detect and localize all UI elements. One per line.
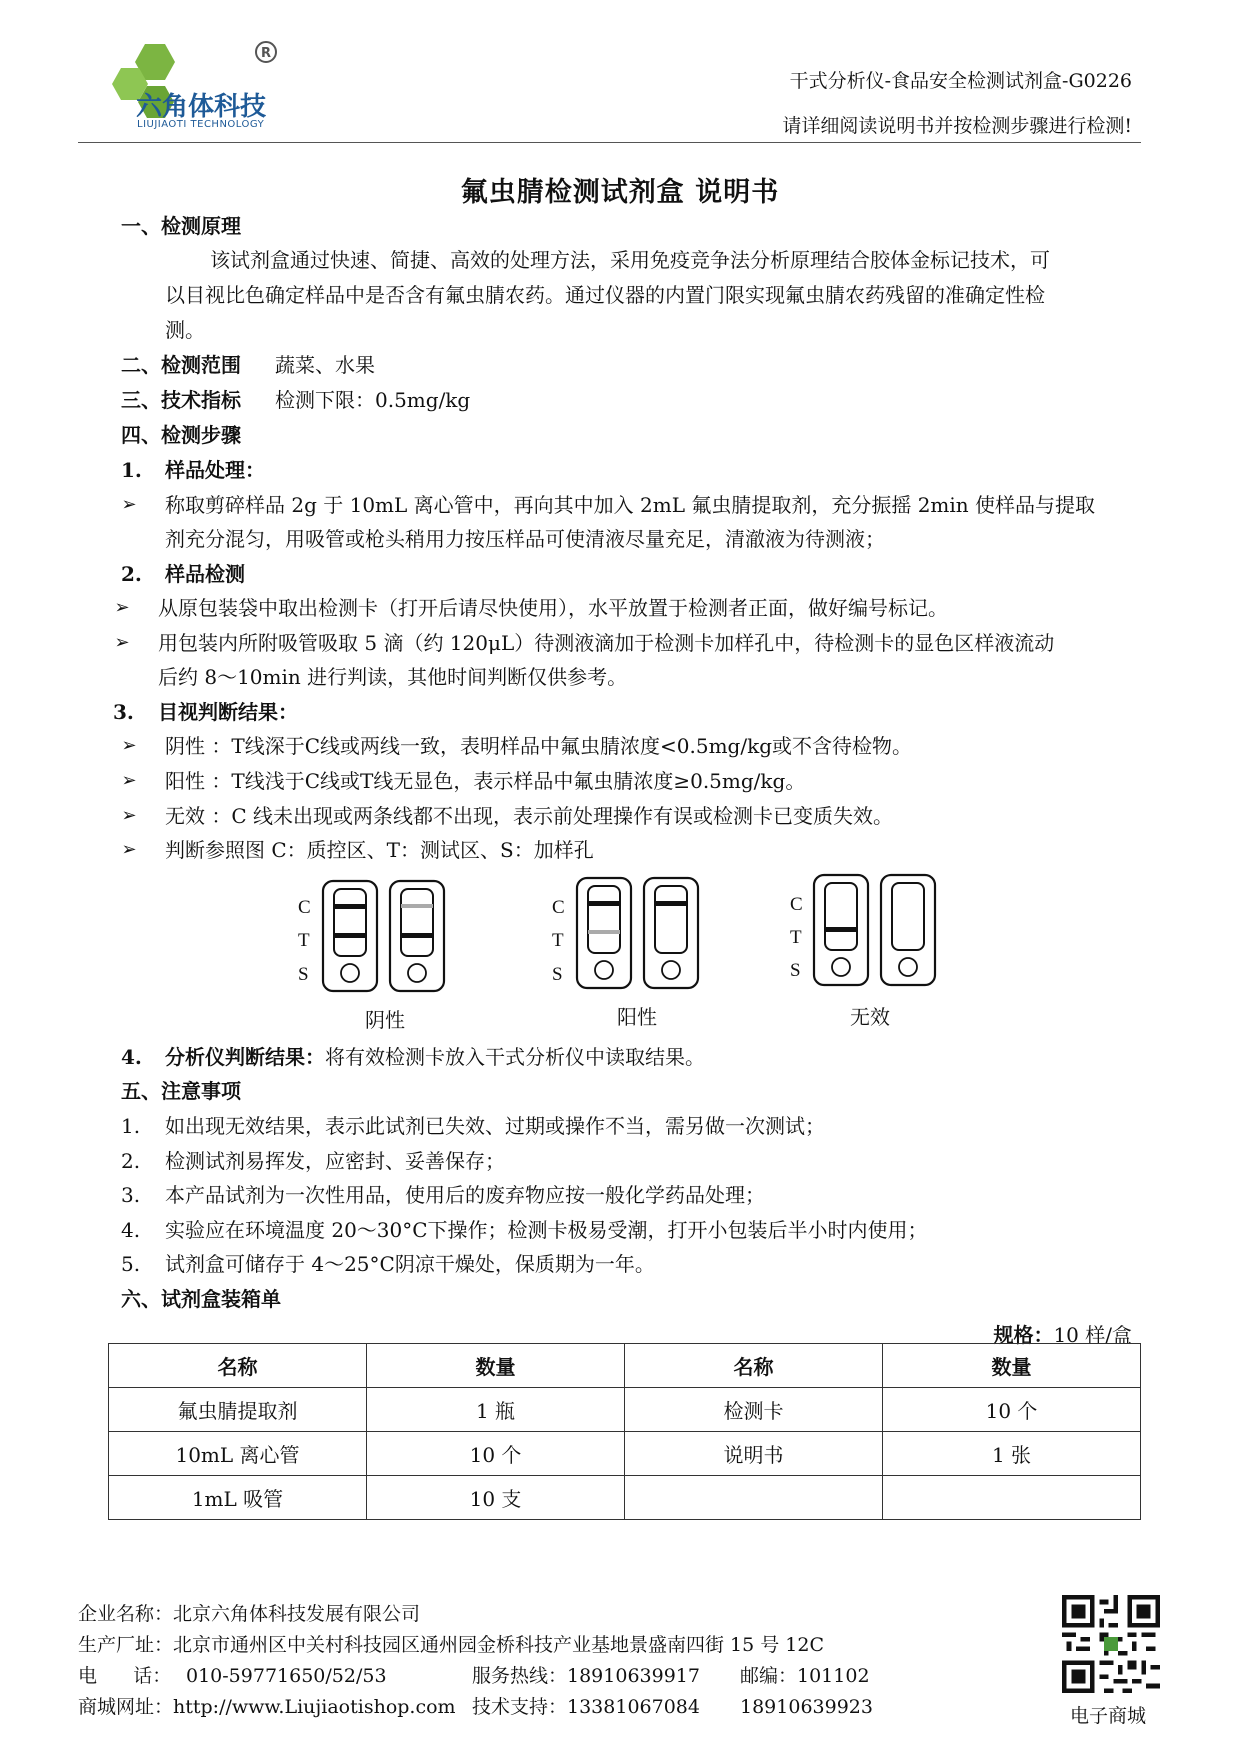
table-cell: 10 支 [367, 1476, 625, 1520]
table-cell: 氟虫腈提取剂 [109, 1388, 367, 1432]
table-cell: 1 张 [883, 1432, 1141, 1476]
bullet-arrow: ➢ [114, 597, 130, 618]
card-invalid-1 [814, 875, 868, 985]
header-notice: 请详细阅读说明书并按检测步骤进行检测! [782, 115, 1132, 137]
bullet-arrow: ➢ [121, 494, 137, 515]
bullet-arrow: ➢ [121, 805, 137, 826]
table-header: 数量 [883, 1344, 1141, 1388]
step-2-bullet-2-line-1: 用包装内所附吸管吸取 5 滴（约 120μL）待测液滴加于检测卡加样孔中，待检测卡的显色区样液流动 [158, 631, 1055, 655]
result-negative: 阴性 ：T线深于C线或两线一致，表明样品中氟虫腈浓度<0.5mg/kg或不含待检物。 [165, 734, 912, 758]
step-4-number: 4. [121, 1045, 142, 1069]
table-row [109, 1432, 1141, 1476]
bullet-arrow: ➢ [121, 770, 137, 791]
scope-text: 蔬菜、水果 [275, 353, 375, 377]
footer-postcode: 邮编：101102 [740, 1665, 870, 1687]
table-cell: 说明书 [625, 1432, 883, 1476]
card-positive-1 [577, 878, 631, 988]
section-2-heading: 二、检测范围 [121, 353, 241, 377]
step-4-text: 将有效检测卡放入干式分析仪中读取结果。 [325, 1045, 705, 1069]
logo-text-cn: 六角体科技 [136, 92, 267, 122]
diagram-legend: 判断参照图 C：质控区、T：测试区、S：加样孔 [165, 838, 594, 862]
table-cell [883, 1476, 1141, 1520]
label-t: T [552, 930, 564, 951]
step-2-bullet-1: 从原包装袋中取出检测卡（打开后请尽快使用），水平放置于检测者正面，做好编号标记。 [158, 596, 948, 620]
note-text: 检测试剂易挥发，应密封、妥善保存； [165, 1149, 505, 1173]
footer-phone-label: 电 话： [78, 1665, 172, 1687]
qr-code[interactable] [1062, 1595, 1160, 1693]
step-2-bullet-2-line-2: 后约 8～10min 进行判读，其他时间判断仅供参考。 [158, 665, 628, 689]
label-s: S [790, 960, 801, 981]
note-number: 2. [121, 1149, 141, 1173]
card-positive-2 [644, 878, 698, 988]
step-1-text-line-1: 称取剪碎样品 2g 于 10mL 离心管中，再向其中加入 2mL 氟虫腈提取剂，充分振摇 2min 使样品与提取 [165, 493, 1096, 517]
table-cell: 10 个 [883, 1388, 1141, 1432]
step-4-title: 分析仪判断结果： [165, 1045, 325, 1069]
footer-support-2: 18910639923 [740, 1696, 873, 1718]
footer-website[interactable]: 商城网址：http://www.Liujiaotishop.com [78, 1696, 456, 1718]
note-text: 本产品试剂为一次性用品，使用后的废弃物应按一般化学药品处理； [165, 1183, 765, 1207]
table-header: 名称 [109, 1344, 367, 1388]
step-1-text-line-2: 剂充分混匀，用吸管或枪头稍用力按压样品可使清液尽量充足，清澈液为待测液； [165, 527, 885, 551]
packing-list-table [108, 1343, 1141, 1520]
footer-phone: 010-59771650/52/53 [186, 1665, 387, 1687]
bullet-arrow: ➢ [121, 839, 137, 860]
principle-line-3: 测。 [165, 318, 205, 342]
document-title: 氟虫腈检测试剂盒 说明书 [460, 177, 780, 208]
table-cell [625, 1476, 883, 1520]
spec-text: 检测下限：0.5mg/kg [275, 388, 471, 412]
logo-text-en: LIUJIAOTI TECHNOLOGY [137, 119, 265, 130]
table-cell: 检测卡 [625, 1388, 883, 1432]
footer-address: 生产厂址：北京市通州区中关村科技园区通州园金桥科技产业基地景盛南四街 15 号 12C [78, 1634, 825, 1656]
label-c: C [552, 897, 565, 918]
bullet-arrow: ➢ [121, 735, 137, 756]
table-cell: 10 个 [367, 1432, 625, 1476]
principle-line-1: 该试剂盒通过快速、简捷、高效的处理方法，采用免疫竞争法分析原理结合胶体金标记技术，可 [210, 248, 1050, 272]
principle-line-2: 以目视比色确定样品中是否含有氟虫腈农药。通过仪器的内置门限实现氟虫腈农药残留的准确定性检 [165, 283, 1045, 307]
diagram-label-positive: 阳性 [617, 1005, 657, 1029]
table-cell: 1mL 吸管 [109, 1476, 367, 1520]
result-positive: 阳性 ：T线浅于C线或T线无显色，表示样品中氟虫腈浓度≥0.5mg/kg。 [165, 769, 806, 793]
step-2-number: 2. [121, 562, 142, 586]
company-logo [103, 38, 318, 138]
footer-company: 企业名称：北京六角体科技发展有限公司 [78, 1603, 421, 1625]
table-header: 名称 [625, 1344, 883, 1388]
step-3-number: 3. [113, 700, 134, 724]
section-3-heading: 三、技术指标 [121, 388, 241, 412]
note-number: 4. [121, 1218, 141, 1242]
footer-hotline: 服务热线：18910639917 [472, 1665, 700, 1687]
spec-label: 规格： [993, 1323, 1054, 1347]
note-number: 1. [121, 1114, 141, 1138]
header-product-line: 干式分析仪-食品安全检测试剂盒-G0226 [789, 70, 1132, 92]
step-4-line [165, 1040, 705, 1074]
section-5-heading: 五、注意事项 [121, 1079, 241, 1103]
label-c: C [790, 894, 803, 915]
card-negative-1 [323, 881, 377, 991]
table-row [109, 1388, 1141, 1432]
note-text: 如出现无效结果，表示此试剂已失效、过期或操作不当，需另做一次测试； [165, 1114, 825, 1138]
table-row [109, 1476, 1141, 1520]
step-1-title: 样品处理： [165, 458, 265, 482]
table-header-row [109, 1344, 1141, 1388]
result-invalid: 无效 ：C 线未出现或两条线都不出现，表示前处理操作有误或检测卡已变质失效。 [165, 804, 894, 828]
diagram-label-invalid: 无效 [850, 1005, 890, 1029]
svg-text:R: R [261, 46, 272, 61]
card-invalid-2 [881, 875, 935, 985]
table-header: 数量 [367, 1344, 625, 1388]
table-cell: 10mL 离心管 [109, 1432, 367, 1476]
spec-value: 10 样/盒 [1053, 1323, 1132, 1347]
label-s: S [298, 964, 309, 985]
label-c: C [298, 897, 311, 918]
qr-caption: 电子商城 [1070, 1705, 1147, 1727]
table-cell: 1 瓶 [367, 1388, 625, 1432]
label-t: T [298, 930, 310, 951]
card-negative-2 [390, 881, 444, 991]
bullet-arrow: ➢ [114, 632, 130, 653]
step-1-number: 1. [121, 458, 142, 482]
diagram-label-negative: 阴性 [365, 1008, 405, 1032]
footer-support: 技术支持：13381067084 [472, 1696, 700, 1718]
label-s: S [552, 964, 563, 985]
note-text: 实验应在环境温度 20～30°C下操作；检测卡极易受潮，打开小包装后半小时内使用； [165, 1218, 928, 1242]
step-2-title: 样品检测 [165, 562, 245, 586]
section-6-heading: 六、试剂盒装箱单 [121, 1287, 281, 1311]
note-number: 3. [121, 1183, 141, 1207]
header-divider [78, 142, 1141, 143]
section-4-heading: 四、检测步骤 [121, 423, 241, 447]
section-1-heading: 一、检测原理 [121, 214, 241, 238]
note-number: 5. [121, 1252, 141, 1276]
label-t: T [790, 927, 802, 948]
step-3-title: 目视判断结果： [158, 700, 298, 724]
note-text: 试剂盒可储存于 4～25°C阴凉干燥处，保质期为一年。 [165, 1252, 655, 1276]
